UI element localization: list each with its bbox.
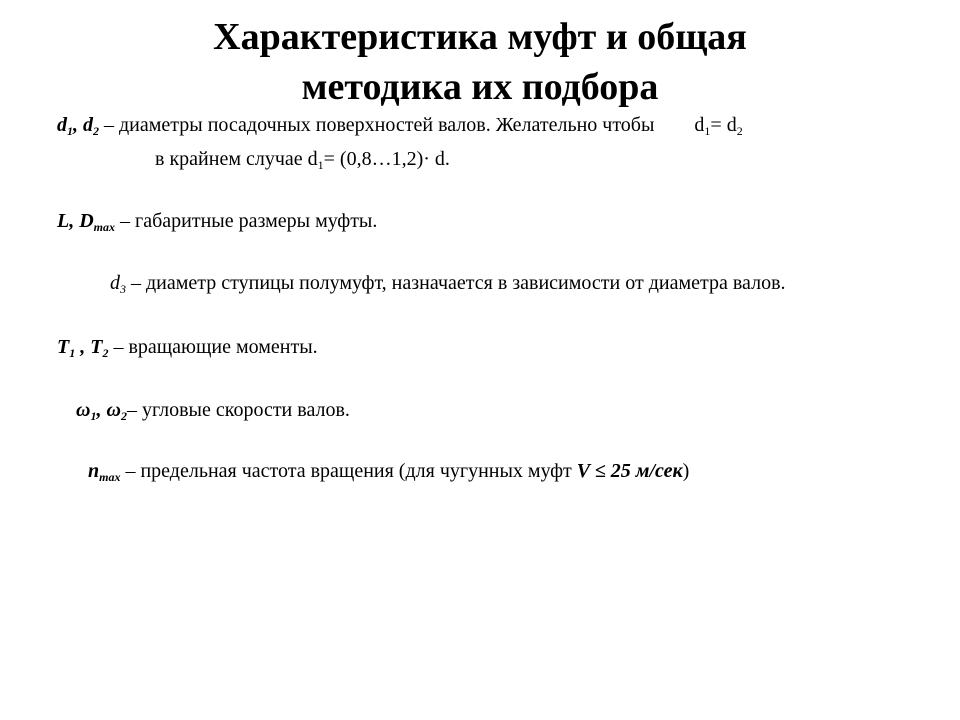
symbol-d1-d2: $d_1$, $d_2$ bbox=[57, 114, 99, 138]
overall-dimensions-text: – габаритные размеры муфты. bbox=[115, 210, 378, 232]
shaft-diameters-row bbox=[57, 112, 743, 138]
torques-row bbox=[57, 334, 318, 360]
torques-text: – вращающие моменты. bbox=[108, 336, 318, 358]
speed-condition: V ≤ 25 м/сек bbox=[576, 460, 683, 482]
symbol-d3: $d_3$ bbox=[110, 272, 126, 296]
hub-diameter-text: – диаметр ступицы полумуфт, назначается в зависимости от диаметра валов. bbox=[126, 272, 786, 294]
symbol-nmax: $n_{max}$ bbox=[88, 460, 121, 484]
angular-speeds-row bbox=[76, 397, 350, 423]
title-line-1: Характеристика муфт и общая bbox=[213, 16, 747, 58]
max-rotation-row: $n_{max}$ – предельная частота вращения (для чугунных муфт V ≤ 25 м/сек) bbox=[88, 460, 690, 484]
shaft-diameters-text: – диаметры посадочных поверхностей валов. Желательно чтобы bbox=[99, 114, 655, 136]
shaft-diameters-note: в крайнем случае $d_1=$ (0,8…1,2)· d. bbox=[155, 148, 450, 172]
equality-d1-d2: $d_1= d_2$ bbox=[694, 114, 743, 138]
hub-diameter-row bbox=[110, 270, 786, 296]
angular-speeds-text: – угловые скорости валов. bbox=[126, 399, 350, 421]
symbol-t1-t2: $T_1$ , $T_2$ bbox=[57, 336, 109, 360]
title-line-2: методика их подбора bbox=[301, 66, 659, 108]
symbol-l-dmax: L, $D_{max}$ bbox=[57, 210, 116, 234]
max-rotation-text: – предельная частота вращения (для чугунных муфт bbox=[120, 460, 577, 482]
symbol-omega1-omega2: $\omega_1$, $\omega_2$ bbox=[76, 399, 127, 423]
overall-dimensions-row bbox=[57, 208, 377, 234]
slide-title bbox=[0, 12, 960, 112]
